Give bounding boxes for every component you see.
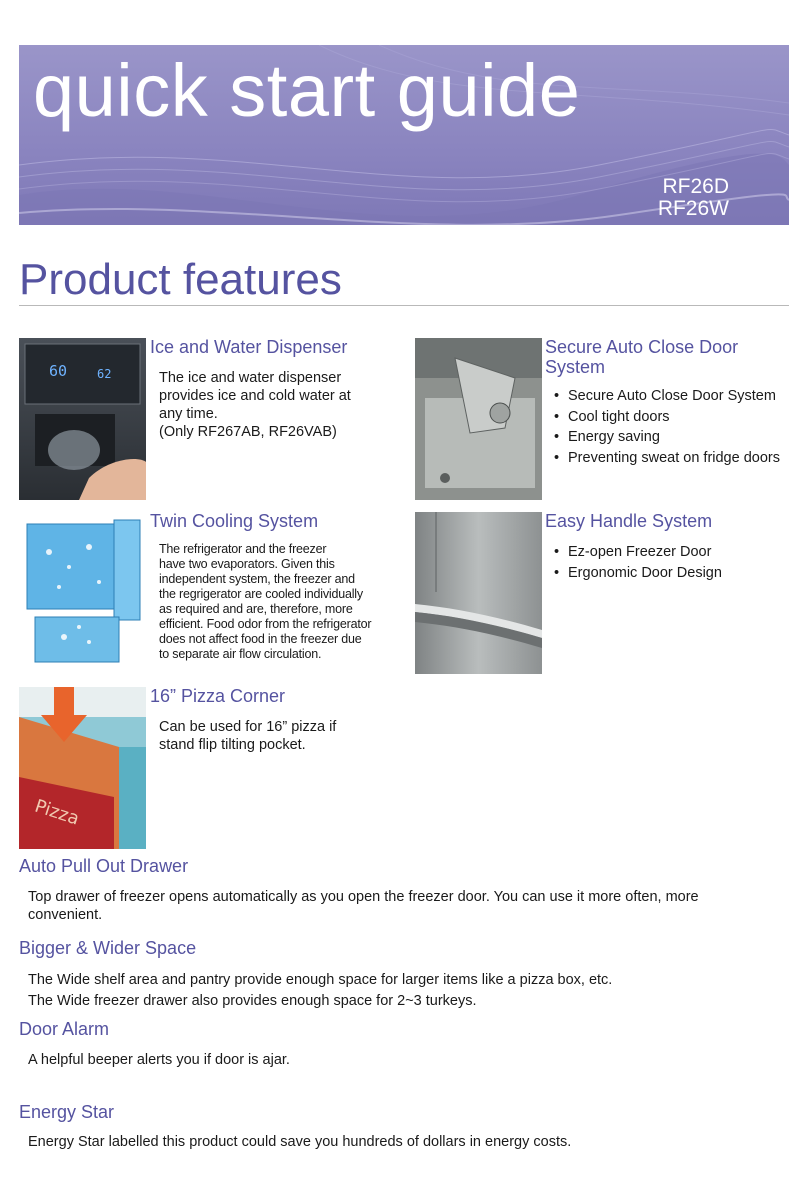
description-line: efficient. Food odor from the refrigerator xyxy=(159,617,372,631)
text-line: A helpful beeper alerts you if door is ajar. xyxy=(28,1052,290,1068)
description-line: as required and are, therefore, more xyxy=(159,602,353,616)
bullet-item: • Ergonomic Door Design xyxy=(554,563,722,584)
title-divider xyxy=(19,305,789,306)
feature-title-secure-auto-close xyxy=(545,337,738,377)
text-line: convenient. xyxy=(28,907,103,923)
pizza-corner-image xyxy=(19,687,146,849)
section-title-bigger-wider-space: Bigger & Wider Space xyxy=(19,938,197,958)
description-line: does not affect food in the freezer due xyxy=(159,632,362,646)
feature-title-pizza-corner: 16” Pizza Corner xyxy=(150,686,286,706)
easy-handle-bullets xyxy=(554,542,722,583)
description-line: independent system, the freezer and xyxy=(159,572,355,586)
bullet-item: • Preventing sweat on fridge doors xyxy=(554,448,780,469)
section-text-energy-star xyxy=(28,1133,768,1151)
bullet-item: • Energy saving xyxy=(554,427,780,448)
description-line: The refrigerator and the freezer xyxy=(159,542,327,556)
description-line: any time. xyxy=(159,406,218,422)
svg-text:60: 60 xyxy=(49,362,68,380)
feature-description-pizza-corner xyxy=(159,718,399,754)
description-line: to separate air flow circulation. xyxy=(159,647,322,661)
feature-title-ice-water: Ice and Water Dispenser xyxy=(150,337,348,357)
banner-title: quick start guide xyxy=(33,49,581,132)
text-line: Top drawer of freezer opens automatically as you open the freezer door. You can use it more often, more xyxy=(28,889,699,905)
auto-close-hinge-image xyxy=(415,338,542,500)
text-line: The Wide shelf area and pantry provide enough space for larger items like a pizza box, etc. xyxy=(28,972,613,988)
title-line: System xyxy=(545,357,606,377)
pizza-label: Pizza xyxy=(32,795,82,830)
ice-dispenser-image xyxy=(19,338,146,500)
feature-title-twin-cooling: Twin Cooling System xyxy=(150,511,319,531)
feature-title-easy-handle: Easy Handle System xyxy=(545,511,713,531)
bullet-item: • Cool tight doors xyxy=(554,407,780,428)
text-line: Energy Star labelled this product could save you hundreds of dollars in energy costs. xyxy=(28,1134,572,1150)
description-line: the regrigerator are cooled individually xyxy=(159,587,363,601)
svg-text:62: 62 xyxy=(97,367,112,381)
description-line: Can be used for 16” pizza if xyxy=(159,719,337,735)
description-line: stand flip tilting pocket. xyxy=(159,737,306,753)
feature-description-twin-cooling xyxy=(159,542,399,662)
section-title-energy-star: Energy Star xyxy=(19,1102,115,1122)
description-line: (Only RF267AB, RF26VAB) xyxy=(159,424,337,440)
section-title-door-alarm: Door Alarm xyxy=(19,1019,110,1039)
feature-description-ice-water xyxy=(159,369,399,441)
bullet-item: • Secure Auto Close Door System xyxy=(554,386,780,407)
description-line: have two evaporators. Given this xyxy=(159,557,335,571)
section-text-auto-pull-out-drawer xyxy=(28,888,768,924)
header-banner xyxy=(19,45,789,225)
section-text-bigger-wider-space xyxy=(28,970,768,1011)
section-text-door-alarm xyxy=(28,1051,768,1069)
section-title-auto-pull-out-drawer: Auto Pull Out Drawer xyxy=(19,856,189,876)
description-line: provides ice and cold water at xyxy=(159,388,351,404)
model-number: RF26W xyxy=(657,197,729,220)
page-title: Product features xyxy=(19,255,342,304)
text-line: The Wide freezer drawer also provides enough space for 2~3 turkeys. xyxy=(28,992,477,1009)
bullet-item: • Ez-open Freezer Door xyxy=(554,542,722,563)
secure-auto-close-bullets xyxy=(554,386,780,468)
model-number: RF26D xyxy=(662,175,729,198)
twin-cooling-image xyxy=(19,512,146,674)
title-line: Secure Auto Close Door xyxy=(545,337,739,357)
easy-handle-image xyxy=(415,512,542,674)
description-line: The ice and water dispenser xyxy=(159,370,342,386)
